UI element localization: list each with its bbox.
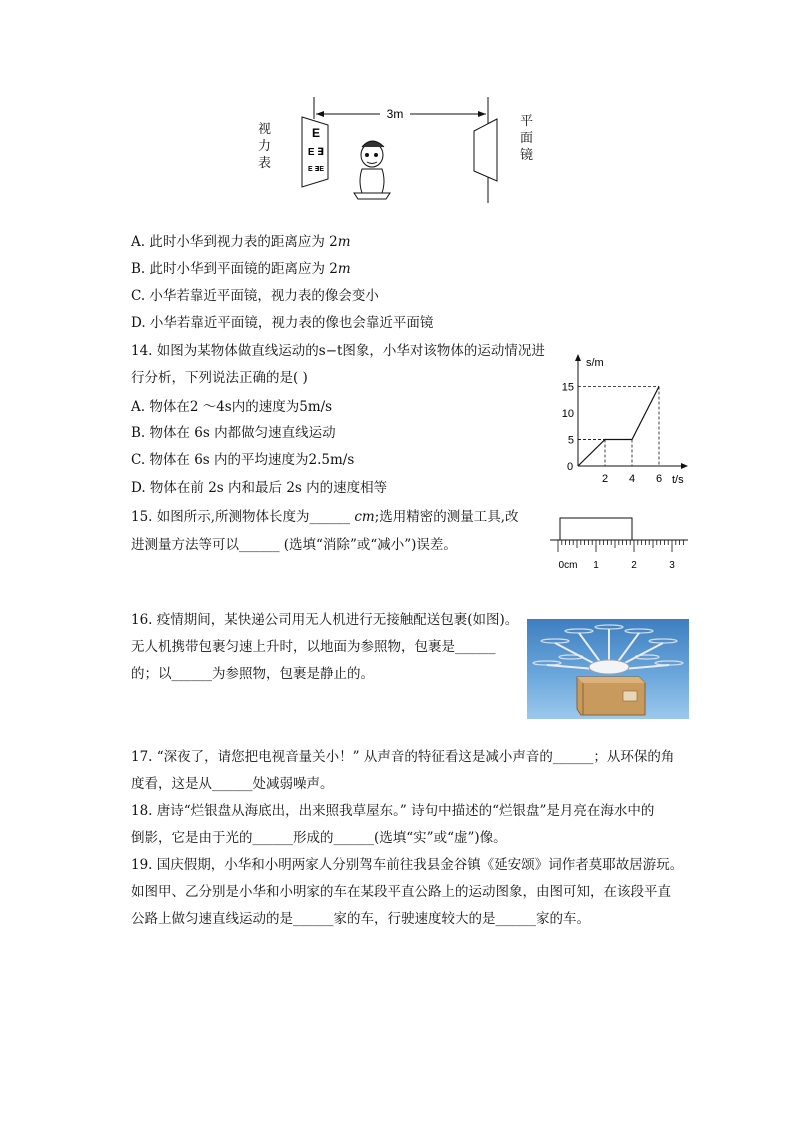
st-chart <box>558 350 698 490</box>
ruler-label-1: 1 <box>593 560 599 571</box>
q14-option-c: C. 物体在 6s 内的平均速度为2.5m/s <box>131 452 355 468</box>
ruler-label-2: 2 <box>631 560 637 571</box>
q14-option-b: B. 物体在 6s 内都做匀速直线运动 <box>131 425 336 441</box>
chart-letter-row1: E <box>311 126 321 140</box>
mirror-label: 平 面 镜 <box>520 113 534 162</box>
eye-chart-label: 视 力 表 <box>258 121 272 170</box>
x-axis-label: t/s <box>672 474 684 486</box>
y-tick-label-10: 10 <box>561 408 574 420</box>
x-tick-label-0: 0 <box>566 461 574 473</box>
distance-label: 3m <box>386 107 404 121</box>
q14-option-a: A. 物体在2 ～4s内的速度为5m/s <box>131 399 333 415</box>
measured-object <box>560 518 632 540</box>
q13-option-a: A. 此时小华到视力表的距离应为 2m <box>131 234 351 250</box>
q16-stem-line3: 的；以______为参照物，包裹是静止的。 <box>131 666 374 682</box>
q18-stem-line2: 倒影，它是由于光的______形成的______(选填“实”或“虚”)像。 <box>131 830 507 846</box>
q17-stem-line2: 度看，这是从______处减弱噪声。 <box>131 776 334 792</box>
q19-stem-line1: 19. 国庆假期，小华和小明两家人分别驾车前往我县金谷镇《延安颂》词作者莫耶故居游玩。 <box>131 857 684 873</box>
person-icon <box>354 141 390 199</box>
y-axis-arrow <box>575 354 581 361</box>
q13-option-c: C. 小华若靠近平面镜，视力表的像会变小 <box>131 288 379 304</box>
q14-stem-line2: 行分析，下列说法正确的是( ) <box>131 370 308 386</box>
q16-stem-line1: 16. 疫情期间，某快递公司用无人机进行无接触配送包裹(如图)。 <box>131 612 519 628</box>
q14-stem-line1: 14. 如图为某物体做直线运动的s−t图象，小华对该物体的运动情况进 <box>131 343 545 359</box>
x-tick-label-2: 2 <box>601 473 609 485</box>
x-axis-arrow <box>681 463 688 469</box>
x-tick-label-4: 4 <box>628 473 636 485</box>
series-line <box>578 387 659 467</box>
ruler-label-0: 0cm <box>558 560 578 571</box>
drone-photo <box>527 619 689 719</box>
q15-stem-line2: 进测量方法等可以______ (选填“消除”或“减小”)误差。 <box>131 537 457 553</box>
y-tick-label-15: 15 <box>561 381 574 394</box>
q13-option-b: B. 此时小华到平面镜的距离应为 2m <box>131 261 351 277</box>
q19-stem-line2: 如图甲、乙分别是小华和小明家的车在某段平直公路上的运动图象，由图可知，在该段平直 <box>131 884 671 900</box>
x-tick-label-6: 6 <box>655 473 663 485</box>
chart-letter-row3: E ∃E <box>307 166 325 173</box>
q16-stem-line2: 无人机携带包裹匀速上升时，以地面为参照物，包裹是______ <box>131 639 496 655</box>
y-axis-label: s/m <box>586 357 604 369</box>
chart-letter-row2: E ∃ <box>307 147 325 158</box>
q19-stem-line3: 公路上做匀速直线运动的是______家的车，行驶速度较大的是______家的车。 <box>131 911 590 927</box>
ruler-figure <box>548 516 690 576</box>
mirror-figure <box>250 95 540 210</box>
q17-stem-line1: 17. “深夜了，请您把电视音量关小！” 从声音的特征看这是减小声音的______；从环保的角 <box>131 749 675 765</box>
q18-stem-line1: 18. 唐诗“烂银盘从海底出，出来照我草屋东。” 诗句中描述的“烂银盘”是月亮在海水中的 <box>131 803 655 819</box>
y-tick-label-5: 5 <box>567 434 574 447</box>
q14-option-d: D. 物体在前 2s 内和最后 2s 内的速度相等 <box>131 480 388 496</box>
q15-stem-line1: 15. 如图所示,所测物体长度为______ cm;选用精密的测量工具,改 <box>131 509 519 525</box>
ruler-label-3: 3 <box>669 560 675 571</box>
q13-option-d: D. 小华若靠近平面镜，视力表的像也会靠近平面镜 <box>131 315 434 331</box>
